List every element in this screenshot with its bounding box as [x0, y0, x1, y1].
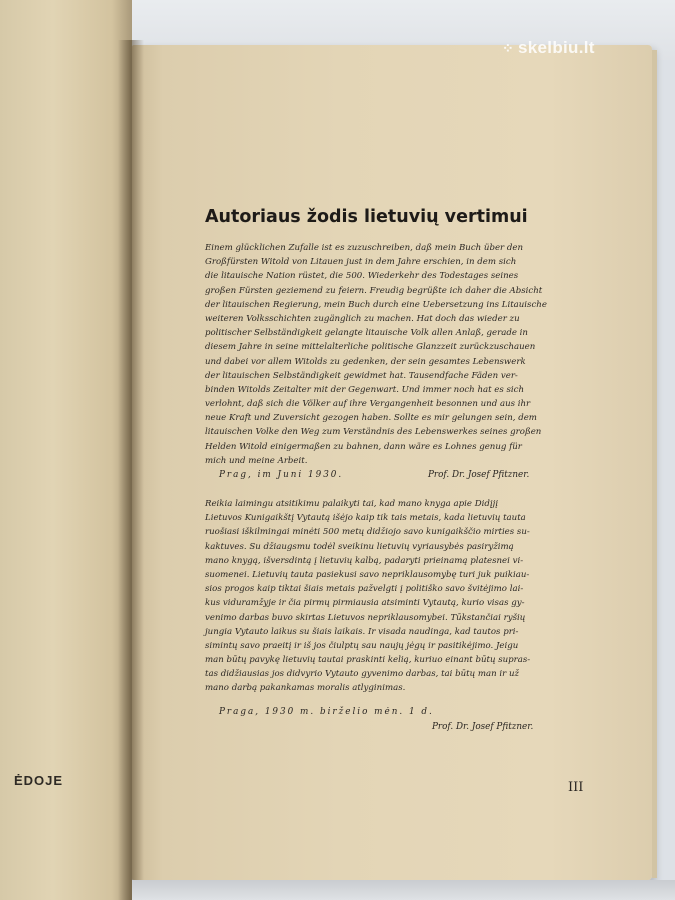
lithuanian-paragraph: [205, 497, 560, 696]
text-line: verlohnt, daß sich die Völker auf ihre Vergangenheit besonnen und aus ihr: [205, 399, 531, 410]
text-line: litauischen Volke den Weg zum Verständnis des Lebenswerkes seines großen: [205, 427, 542, 438]
text-line: der litauischen Regierung, mein Buch durch eine Uebersetzung ins Litauische: [205, 299, 547, 310]
text-line: kus viduramžyje ir čia pirmų pirmiausia atsiminti Vytautą, kurio visas gy-: [205, 598, 525, 609]
page-edge: [652, 50, 657, 878]
text-line: mano knygą, išversdintą į lietuvių kalbą, padaryti prieinamą platesnei vi-: [205, 555, 524, 566]
text-line: Reikia laimingu atsitikimu palaikyti tai, kad mano knyga apie Didįjį: [205, 499, 498, 509]
book-gutter: [118, 40, 144, 900]
text-line: neue Kraft und Zuversicht gezogen haben. Sollte es mir gelungen sein, dem: [205, 413, 537, 424]
text-line: großen Fürsten geziemend zu feiern. Freudig begrüßte ich daher die Absicht: [205, 285, 543, 296]
text-line: simintų savo praeitį ir iš jos čiulptų sau naujų jėgų ir pasitikėjimo. Jeigu: [205, 640, 519, 651]
text-line: jungia Vytauto laikus su šiais laikais. Ir visada naudinga, kad tautos pri-: [205, 626, 519, 637]
lithuanian-signature: Prof. Dr. Josef Pfitzner.: [432, 722, 534, 732]
text-line: mano darbą pakankamas moralis atlyginimas.: [205, 683, 406, 694]
text-line: ruošiasi iškilmingai minėti 500 metų didžiojo savo kunigaikščio mirties su-: [205, 527, 530, 538]
text-line: venimo darbas buvo skirtas Lietuvos nepriklausomybei. Tūkstančiai ryšių: [205, 612, 526, 623]
text-line: die litauische Nation rüstet, die 500. Wiederkehr des Todestages seines: [205, 271, 519, 282]
german-signature: Prof. Dr. Josef Pfitzner.: [428, 470, 530, 480]
text-line: Einem glücklichen Zufalle ist es zuzuschreiben, daß mein Buch über den: [205, 243, 523, 253]
german-paragraph: [205, 241, 560, 468]
skelbiu-logo-icon: ⁘: [502, 40, 515, 56]
text-line: der litauischen Selbständigkeit gewidmet hat. Tausendfache Fäden ver-: [205, 370, 518, 381]
watermark: [502, 38, 595, 58]
text-line: kaktuves. Su džiaugsmu todėl sveikinu lietuvių vyriausybės pasiryžimą: [205, 541, 514, 552]
text-line: man būtų pavykę lietuvių tautai praskinti kelią, kuriuo einant būtų supras-: [205, 655, 531, 666]
left-page-text-fragment: ĖDOJE: [14, 773, 64, 788]
text-line: und dabei vor allem Witolds zu gedenken, der sein gesamtes Lebenswerk: [205, 356, 526, 367]
text-line: binden Witolds Zeitalter mit der Gegenwart. Und immer noch hat es sich: [205, 384, 525, 395]
german-place-date: Prag, im Juni 1930.: [219, 470, 344, 480]
left-page: [0, 0, 132, 900]
text-line: Großfürsten Witold von Litauen just in dem Jahre erschien, in dem sich: [205, 257, 517, 268]
text-line: Helden Witold einigermaßen zu bahnen, dann wäre es Lohnes genug für: [205, 441, 522, 452]
text-line: weiteren Volksschichten zugänglich zu machen. Hat doch das wieder zu: [205, 313, 520, 324]
text-line: tas didžiausias jos didvyrio Vytauto gyvenimo darbas, tai būtų man ir už: [205, 669, 520, 680]
watermark-text: skelbiu.lt: [518, 38, 595, 57]
text-line: suomenei. Lietuvių tauta pasiekusi savo nepriklausomybę turi juk puikiau-: [205, 569, 530, 580]
text-line: politischer Selbständigkeit gelangte litauische Volk allen Anlaß, gerade in: [205, 328, 528, 339]
table-surface: [132, 880, 675, 900]
text-line: diesem Jahre in seine mittelalterliche politische Glanzzeit zurückzuschauen: [205, 342, 536, 353]
text-line: sios progos kaip tiktai šiais metais pažvelgti į politiško savo švitėjimo lai-: [205, 584, 524, 595]
lithuanian-place-date: Praga, 1930 m. birželio mėn. 1 d.: [219, 707, 434, 717]
page-number: III: [568, 780, 584, 795]
text-line: mich und meine Arbeit.: [205, 455, 308, 466]
text-line: Lietuvos Kunigaikštį Vytautą išėjo kaip tik tais metais, kada lietuvių tauta: [205, 513, 526, 524]
page-title: Autoriaus žodis lietuvių vertimui: [205, 207, 528, 227]
